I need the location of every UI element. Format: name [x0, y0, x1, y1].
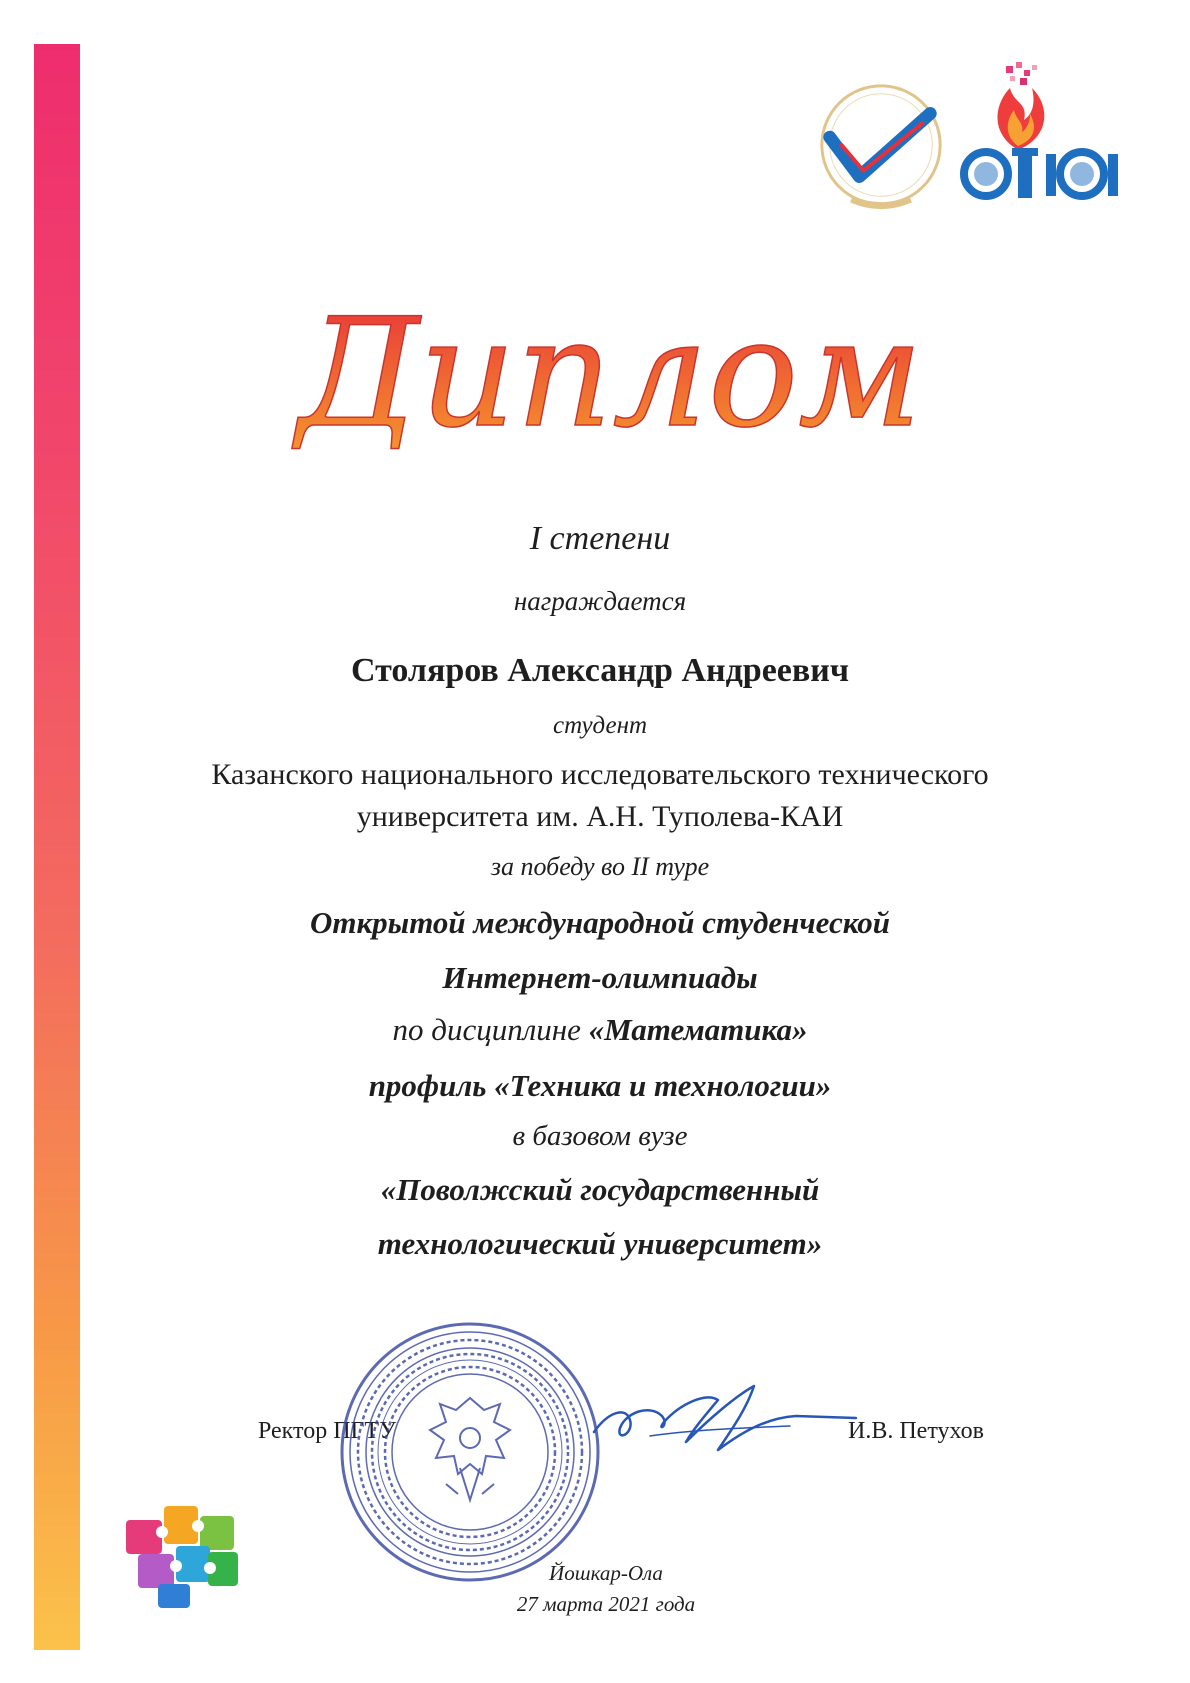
degree-line: I степени [529, 520, 671, 557]
recipient-name: Столяров Александр Андреевич [350, 652, 850, 689]
checkmark-emblem-icon [812, 76, 950, 214]
profile-line: профиль «Техника и технологии» [368, 1068, 832, 1103]
handwritten-signature-icon [590, 1370, 860, 1470]
place-line: Йошкар-Ола [549, 1561, 663, 1585]
svg-text:Диплом: Диплом [297, 287, 923, 461]
university-line-1: Казанского национального исследовательского технического [211, 758, 989, 791]
discipline-name: «Математика» [588, 1012, 808, 1047]
rector-name: И.В. Петухов [848, 1418, 984, 1444]
date-line: 27 марта 2021 года [516, 1592, 696, 1616]
discipline-prefix: по дисциплине [392, 1012, 589, 1047]
olympiad-line-2: Интернет-олимпиады [442, 960, 758, 995]
university-line-2: университета им. А.Н. Туполева-КАИ [356, 800, 844, 833]
base-university-line-2: технологический университет» [377, 1226, 823, 1261]
discipline-line [120, 1012, 1080, 1048]
official-seal-eagle-icon [336, 1318, 604, 1586]
olympiad-torch-icon [948, 62, 1138, 212]
recipient-role: студент [552, 712, 648, 739]
base-university-line-1: «Поволжский государственный [380, 1172, 820, 1207]
base-intro-line: в базовом вузе [512, 1120, 688, 1152]
diploma-title [220, 275, 1000, 485]
puzzle-logo-icon [118, 1490, 246, 1610]
decorative-side-band [34, 44, 80, 1650]
rector-position: Ректор ПГТУ [258, 1418, 397, 1444]
awarded-line: награждается [513, 586, 687, 616]
olympiad-line-1: Открытой международной студенческой [309, 905, 891, 940]
victory-line: за победу во II туре [490, 852, 710, 881]
